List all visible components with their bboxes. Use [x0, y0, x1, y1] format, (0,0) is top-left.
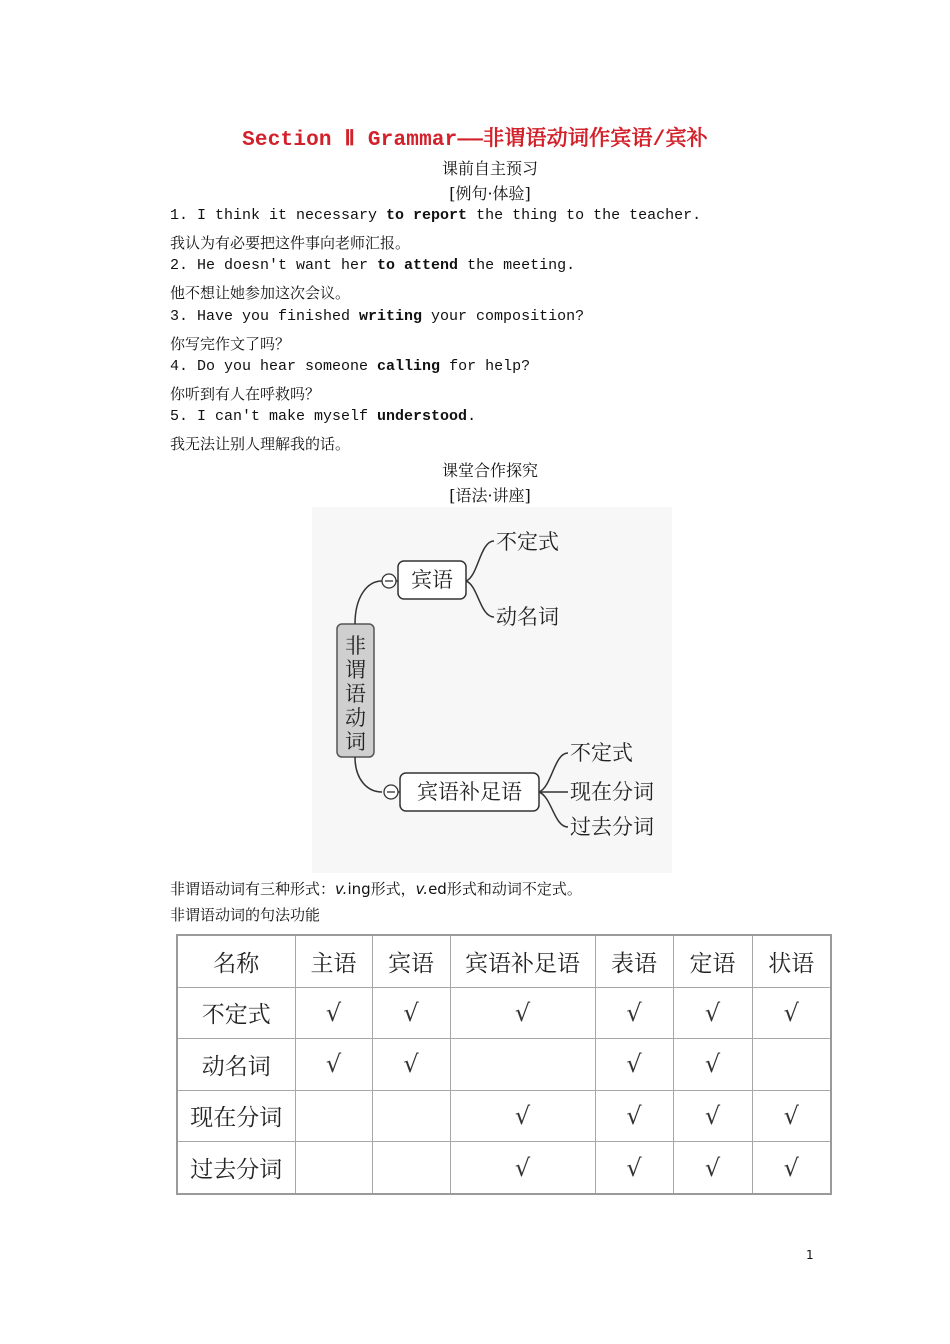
example-sentence: 3. Have you finished writing your composition?	[170, 308, 585, 325]
table-header-row	[177, 935, 831, 987]
table-row	[177, 1142, 831, 1194]
check-cell: √	[295, 1039, 372, 1090]
object-item: 不定式	[496, 530, 559, 554]
grammar-heading: [语法·讲座]	[449, 486, 531, 505]
table-row	[177, 987, 831, 1038]
object-item: 动名词	[496, 605, 559, 629]
table-header: 名称	[177, 935, 295, 987]
table-header: 状语	[752, 935, 831, 987]
row-name: 动名词	[177, 1039, 295, 1090]
table-header: 宾语补足语	[450, 935, 595, 987]
check-cell	[450, 1039, 595, 1090]
check-cell: √	[673, 1090, 752, 1141]
row-name: 过去分词	[177, 1142, 295, 1194]
root-char: 谓	[345, 658, 366, 682]
table-row	[177, 1039, 831, 1090]
example-sentence: 1. I think it necessary to report the thing to the teacher.	[170, 207, 702, 224]
mind-map-diagram	[312, 507, 672, 873]
example-sentence: 2. He doesn't want her to attend the meeting.	[170, 257, 576, 274]
example-translation: 我认为有必要把这件事向老师汇报。	[170, 234, 411, 252]
check-cell: √	[595, 1039, 673, 1090]
row-name: 现在分词	[177, 1090, 295, 1141]
check-cell	[752, 1039, 831, 1090]
table-header: 表语	[595, 935, 673, 987]
check-cell: √	[595, 987, 673, 1038]
example-sentence: 4. Do you hear someone calling for help?	[170, 358, 531, 375]
check-cell: √	[673, 1039, 752, 1090]
page-title: Section Ⅱ Grammar——非谓语动词作宾语/宾补	[242, 129, 708, 152]
check-cell	[372, 1142, 450, 1194]
table-header: 定语	[673, 935, 752, 987]
function-table	[176, 934, 832, 1195]
object-node-label: 宾语	[411, 568, 453, 592]
complement-item: 过去分词	[570, 815, 654, 839]
root-char: 非	[345, 634, 366, 658]
example-translation: 你听到有人在呼救吗？	[170, 385, 321, 403]
check-cell: √	[450, 1142, 595, 1194]
forms-note: 非谓语动词有三种形式：v.ing形式，v.ed形式和动词不定式。	[170, 880, 582, 898]
example-translation: 你写完作文了吗？	[170, 335, 291, 353]
check-cell: √	[752, 1090, 831, 1141]
root-char: 词	[345, 730, 366, 754]
check-cell: √	[752, 1142, 831, 1194]
table-header: 主语	[295, 935, 372, 987]
check-cell: √	[752, 987, 831, 1038]
check-cell	[372, 1090, 450, 1141]
check-cell: √	[595, 1142, 673, 1194]
check-cell	[295, 1090, 372, 1141]
row-name: 不定式	[177, 987, 295, 1038]
examples-heading: [例句·体验]	[449, 184, 531, 203]
root-char: 语	[345, 682, 366, 706]
complement-node-label: 宾语补足语	[417, 780, 522, 804]
check-cell: √	[673, 987, 752, 1038]
check-cell: √	[372, 987, 450, 1038]
example-sentence: 5. I can't make myself understood.	[170, 408, 477, 425]
example-translation: 他不想让她参加这次会议。	[170, 284, 351, 302]
complement-item: 现在分词	[570, 780, 654, 804]
check-cell: √	[295, 987, 372, 1038]
preview-heading: 课前自主预习	[441, 159, 538, 178]
table-row	[177, 1090, 831, 1141]
table-header: 宾语	[372, 935, 450, 987]
class-heading: 课堂合作探究	[441, 461, 538, 480]
check-cell: √	[673, 1142, 752, 1194]
check-cell: √	[450, 987, 595, 1038]
function-heading: 非谓语动词的句法功能	[170, 906, 321, 924]
page-number: 1	[806, 1248, 814, 1262]
complement-item: 不定式	[570, 741, 633, 765]
root-char: 动	[345, 706, 366, 730]
check-cell: √	[450, 1090, 595, 1141]
check-cell: √	[372, 1039, 450, 1090]
check-cell	[295, 1142, 372, 1194]
example-translation: 我无法让别人理解我的话。	[170, 435, 351, 453]
check-cell: √	[595, 1090, 673, 1141]
